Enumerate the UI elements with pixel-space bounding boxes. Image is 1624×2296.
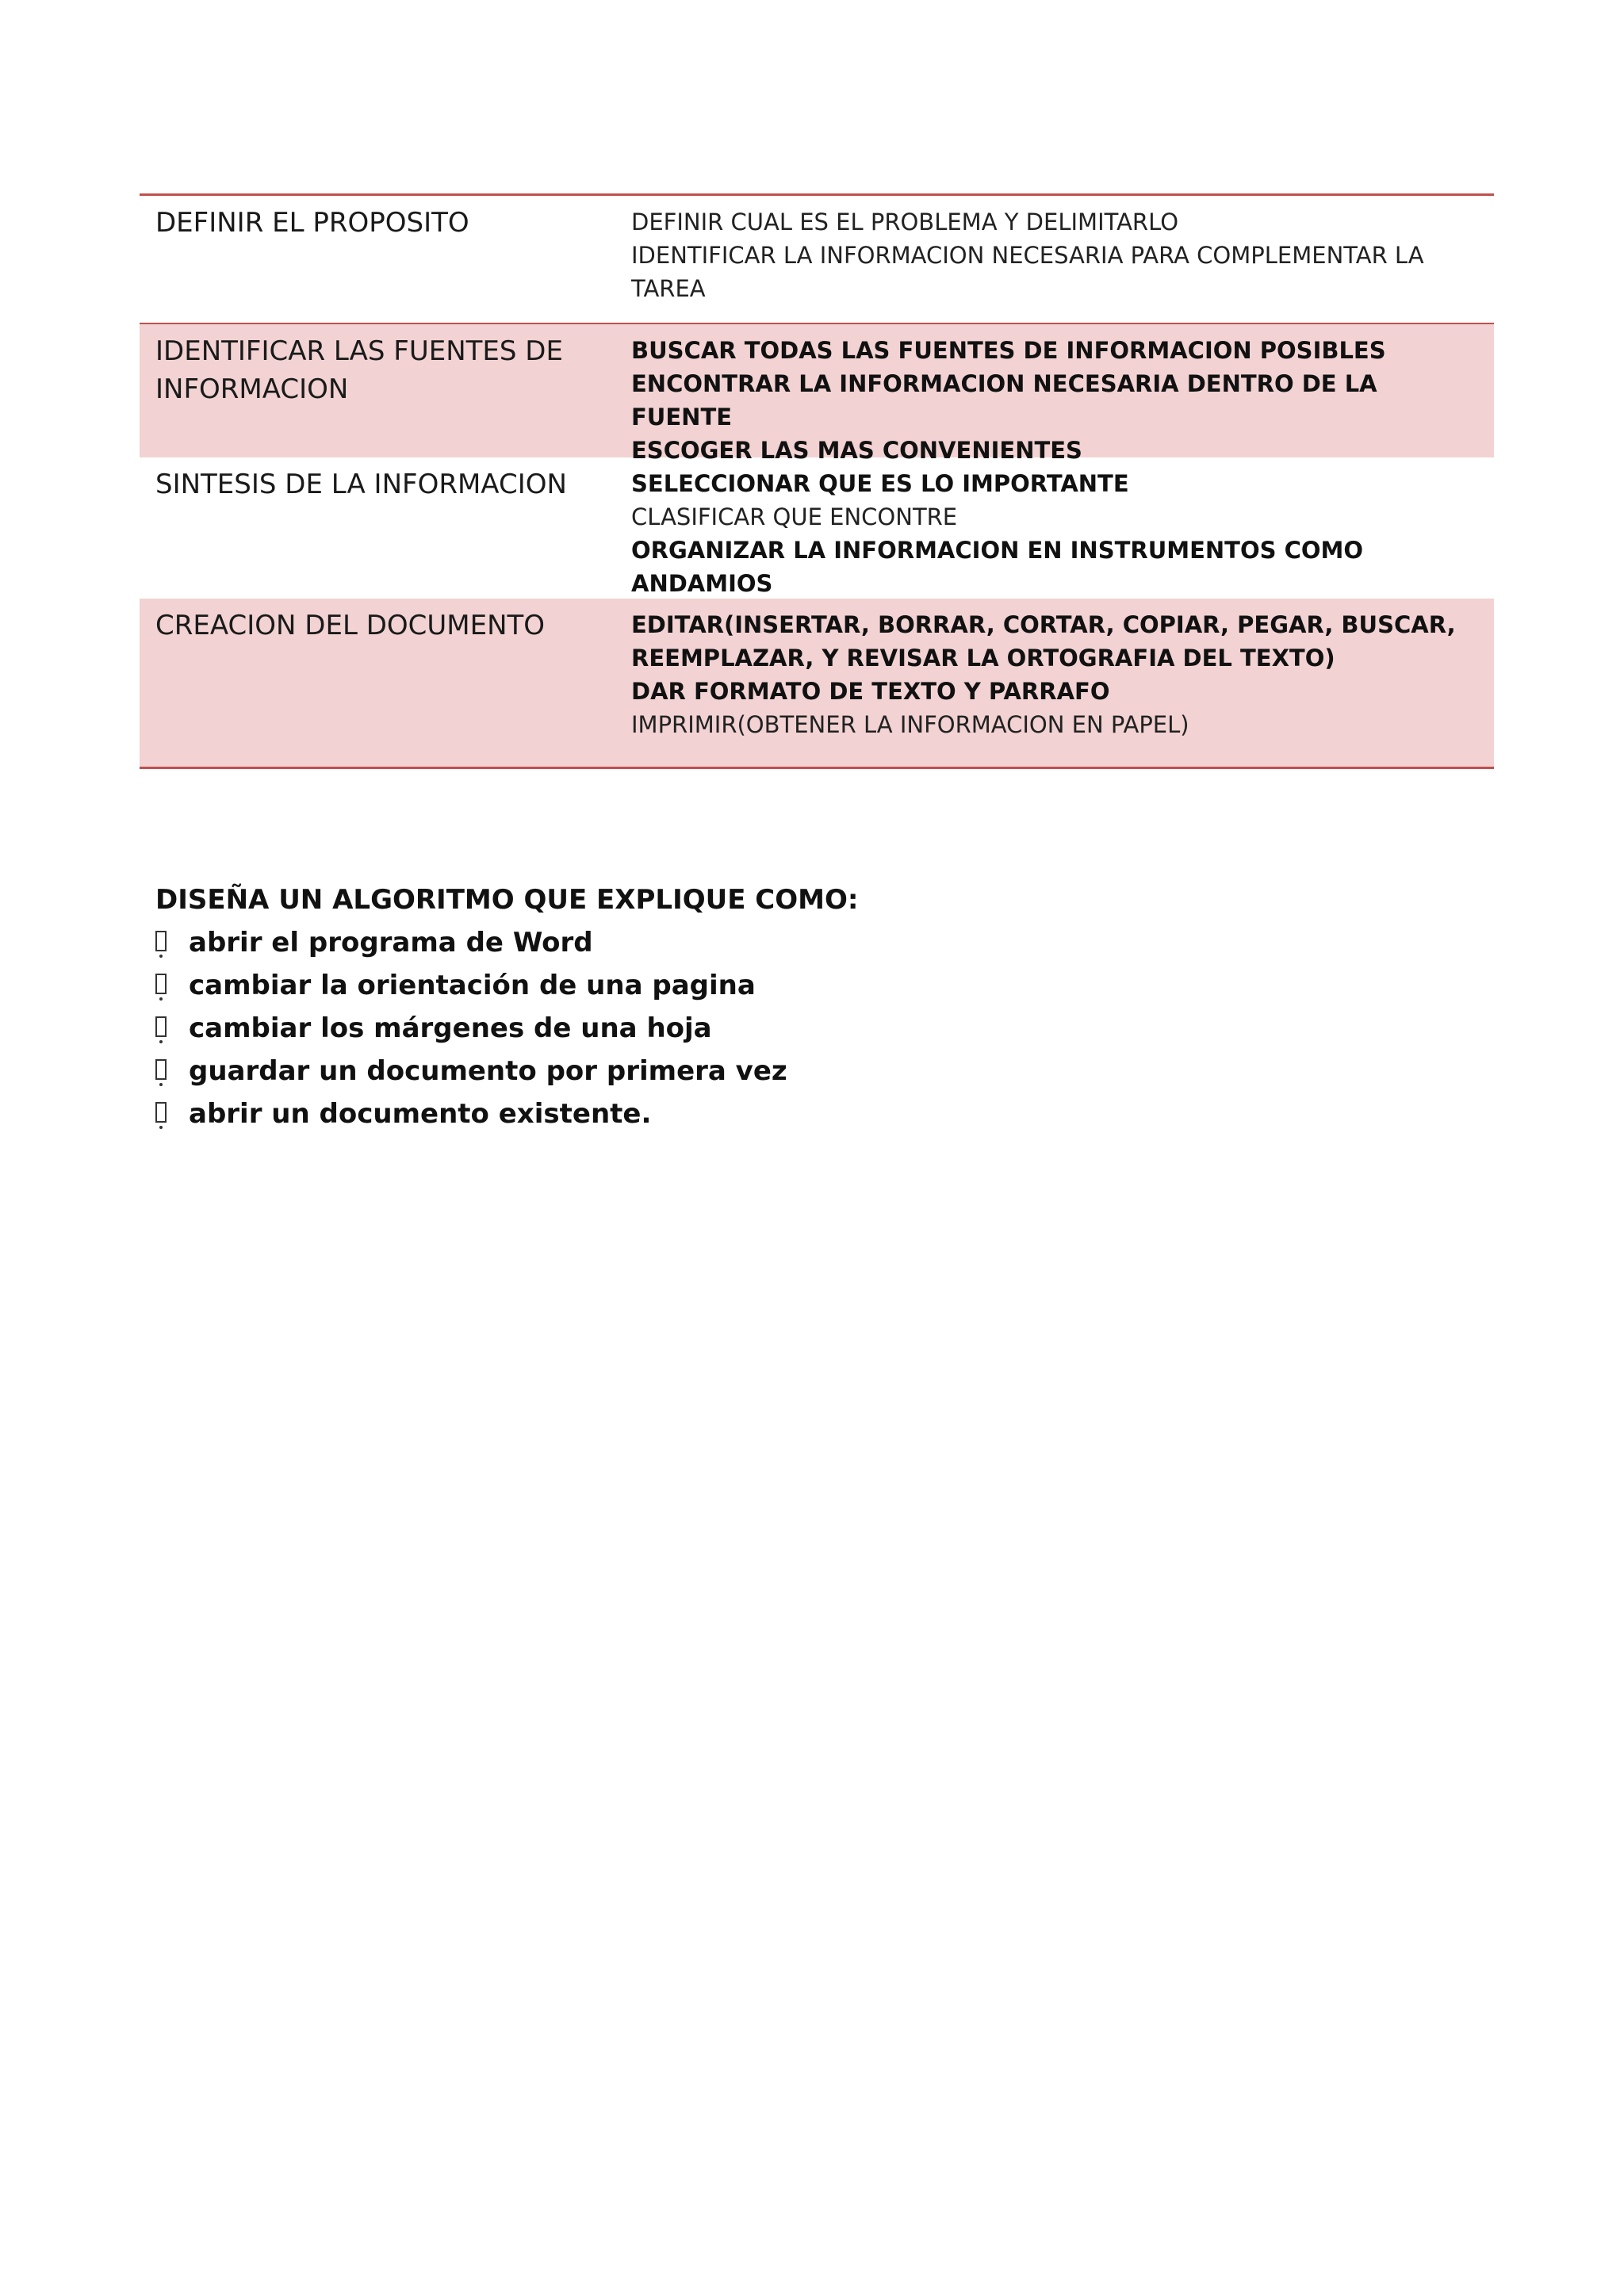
- description-line: DAR FORMATO DE TEXTO Y PARRAFO: [631, 678, 1110, 705]
- missing-glyph-icon: [155, 1102, 167, 1123]
- missing-glyph-icon: [155, 1059, 167, 1080]
- row-description: [631, 457, 1494, 599]
- algorithm-section: [155, 878, 1266, 1135]
- description-line: EDITAR(INSERTAR, BORRAR, CORTAR, COPIAR, PEGAR, BUSCAR, REEMPLAZAR, Y REVISAR LA ORTOGRAFIA DEL TEXTO): [631, 611, 1456, 672]
- list-item-text: guardar un documento por primera vez: [189, 1055, 787, 1087]
- description-line: ORGANIZAR LA INFORMACION EN INSTRUMENTOS COMO ANDAMIOS: [631, 537, 1364, 597]
- description-line: BUSCAR TODAS LAS FUENTES DE INFORMACION POSIBLES: [631, 337, 1386, 364]
- process-table: [140, 193, 1494, 769]
- description-line: IMPRIMIR(OBTENER LA INFORMACION EN PAPEL): [631, 711, 1189, 738]
- description-line: DEFINIR CUAL ES EL PROBLEMA Y DELIMITARLO: [631, 209, 1179, 235]
- description-line: SELECCIONAR QUE ES LO IMPORTANTE: [631, 470, 1129, 497]
- row-description: [631, 196, 1494, 323]
- table-row: [140, 196, 1494, 323]
- description-line: IDENTIFICAR LA INFORMACION NECESARIA PARA COMPLEMENTAR LA TAREA: [631, 242, 1424, 302]
- missing-glyph-icon: [155, 1016, 167, 1037]
- list-item-text: abrir el programa de Word: [189, 927, 593, 959]
- list-item: [155, 1093, 1266, 1135]
- section-heading: DISEÑA UN ALGORITMO QUE EXPLIQUE COMO:: [155, 884, 859, 916]
- row-label: CREACION DEL DOCUMENTO: [155, 610, 546, 641]
- missing-glyph-icon: [155, 974, 167, 994]
- bullet-list: [155, 921, 1266, 1135]
- row-label: DEFINIR EL PROPOSITO: [155, 207, 469, 239]
- list-item-text: cambiar la orientación de una pagina: [189, 970, 756, 1001]
- row-label: SINTESIS DE LA INFORMACION: [155, 469, 567, 500]
- table-row: [140, 599, 1494, 767]
- list-item-text: cambiar los márgenes de una hoja: [189, 1012, 712, 1044]
- description-line: CLASIFICAR QUE ENCONTRE: [631, 503, 958, 530]
- row-description: [631, 599, 1494, 767]
- list-item-text: abrir un documento existente.: [189, 1098, 652, 1130]
- description-line: ENCONTRAR LA INFORMACION NECESARIA DENTRO DE LA FUENTE: [631, 370, 1377, 430]
- row-label: IDENTIFICAR LAS FUENTES DE INFORMACION: [155, 335, 563, 405]
- list-item: [155, 1007, 1266, 1050]
- list-item: [155, 964, 1266, 1007]
- list-item: [155, 921, 1266, 964]
- description-line: ESCOGER LAS MAS CONVENIENTES: [631, 437, 1082, 464]
- table-row: [140, 457, 1494, 599]
- table-row: [140, 323, 1494, 464]
- row-description: [631, 324, 1494, 464]
- list-item: [155, 1050, 1266, 1093]
- missing-glyph-icon: [155, 931, 167, 951]
